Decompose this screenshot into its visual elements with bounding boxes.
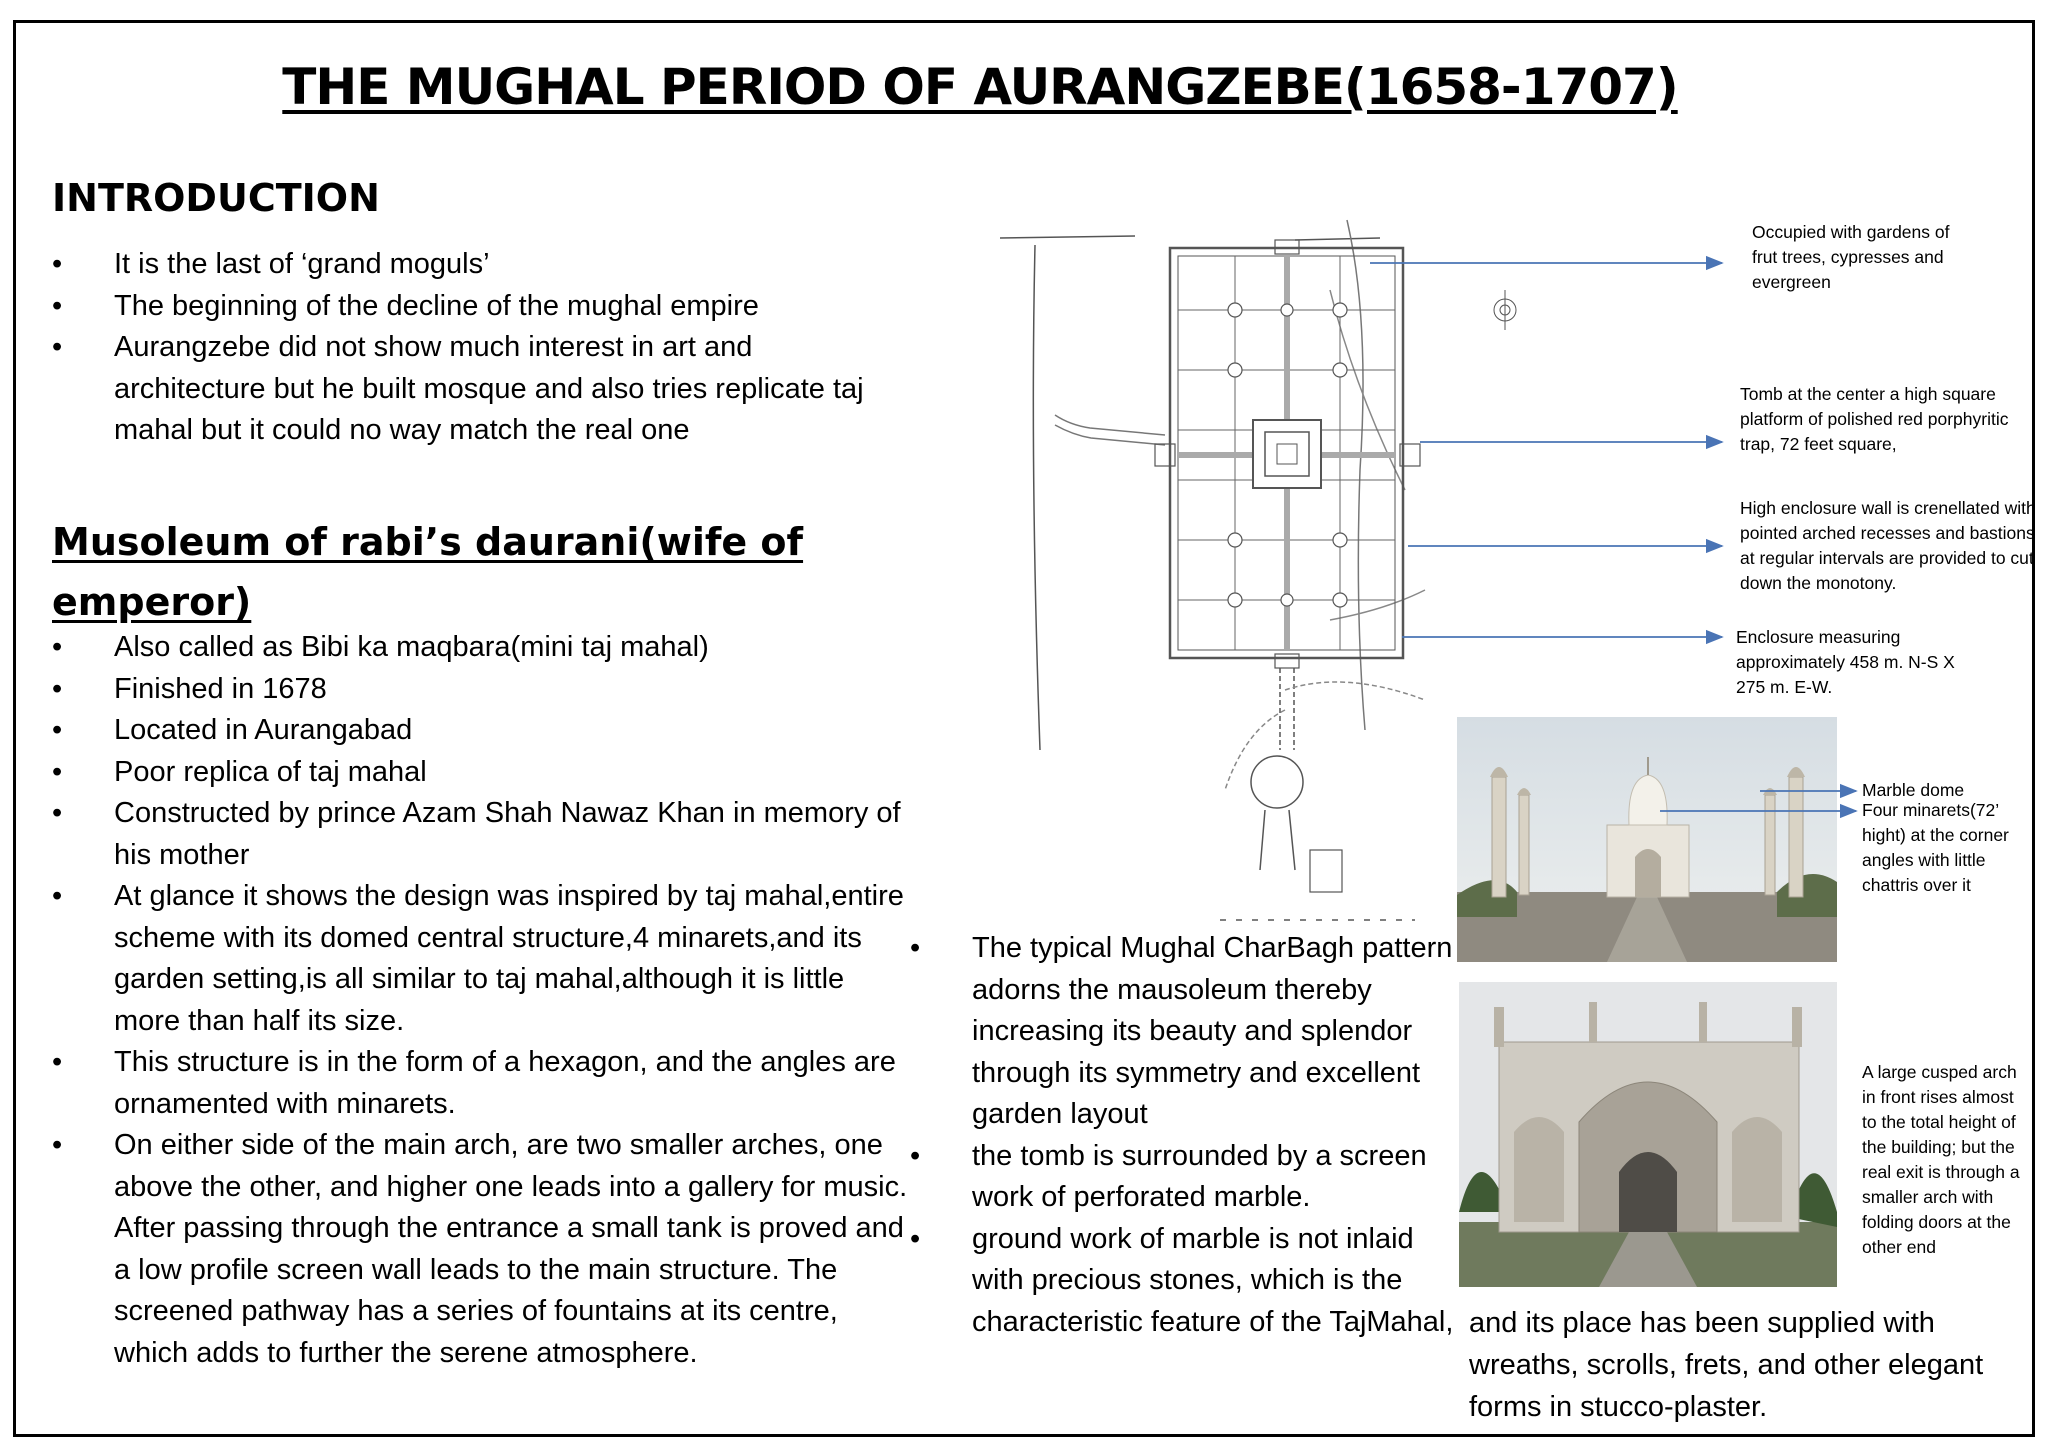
- features-continuation: and its place has been supplied with wreaths, scrolls, frets, and other elegant forms in stucco-plaster.: [1469, 1307, 1984, 1423]
- annotation-enclosure: Enclosure measuring approximately 458 m. N-S X 275 m. E-W.: [1736, 627, 1955, 697]
- cusped-arch-photo: [1459, 982, 1837, 1287]
- annotation-tomb: Tomb at the center a high square platform of polished red porphyritic trap, 72 feet square,: [1740, 384, 2009, 454]
- annotation-wall: High enclosure wall is crenellated with pointed arched recesses and bastions at regular intervals are provided to cut down the monotony.: [1740, 498, 2036, 593]
- list-item: • the tomb is surrounded by a screen work of perforated marble.: [910, 1136, 1455, 1219]
- list-item: • The beginning of the decline of the mughal empire: [52, 286, 902, 328]
- list-item: • Poor replica of taj mahal: [52, 752, 912, 794]
- annotation-gardens: Occupied with gardens of frut trees, cypresses and evergreen: [1752, 222, 1950, 292]
- list-item: • On either side of the main arch, are two smaller arches, one above the other, and higher one leads into a gallery for music. After passing through the entrance a small tank is proved and a low profile screen wall leads to the main structure. The screened pathway has a series of fountains at its centre, which adds to further the serene atmosphere.: [52, 1125, 912, 1374]
- list-item: • At glance it shows the design was inspired by taj mahal,entire scheme with its domed central structure,4 minarets,and its garden setting,is all similar to taj mahal,although it is little more than half its size.: [52, 876, 912, 1042]
- annotation-minarets: Four minarets(72’ hight) at the corner angles with little chattris over it: [1862, 800, 2009, 895]
- list-item: • ground work of marble is not inlaid with precious stones, which is the characteristic feature of the TajMahal,: [910, 1219, 1455, 1344]
- mausoleum-heading: Musoleum of rabi’s daurani(wife of emperor): [52, 520, 804, 624]
- list-item: • Constructed by prince Azam Shah Nawaz Khan in memory of his mother: [52, 793, 912, 876]
- annotation-arch: A large cusped arch in front rises almost to the total height of the building; but the real exit is through a smaller arch with folding doors at the other end: [1862, 1062, 2020, 1257]
- list-item: • It is the last of ‘grand moguls’: [52, 244, 902, 286]
- list-item: • Located in Aurangabad: [52, 710, 912, 752]
- list-item: • Also called as Bibi ka maqbara(mini taj mahal): [52, 627, 912, 669]
- introduction-list: [52, 244, 902, 452]
- list-item: • The typical Mughal CharBagh pattern adorns the mausoleum thereby increasing its beauty and splendor through its symmetry and excellent garden layout: [910, 928, 1455, 1136]
- list-item: • Aurangzebe did not show much interest in art and architecture but he built mosque and also tries replicate taj mahal but it could no way match the real one: [52, 327, 902, 452]
- introduction-heading: INTRODUCTION: [52, 176, 380, 220]
- bibi-ka-maqbara-photo: [1457, 717, 1837, 962]
- features-list: [910, 928, 1455, 1343]
- page-title: THE MUGHAL PERIOD OF AURANGZEBE(1658-1707): [282, 58, 1678, 116]
- list-item: • Finished in 1678: [52, 669, 912, 711]
- list-item: • This structure is in the form of a hexagon, and the angles are ornamented with minarets.: [52, 1042, 912, 1125]
- annotation-dome: Marble dome: [1862, 780, 1965, 800]
- mausoleum-list: [52, 627, 912, 1374]
